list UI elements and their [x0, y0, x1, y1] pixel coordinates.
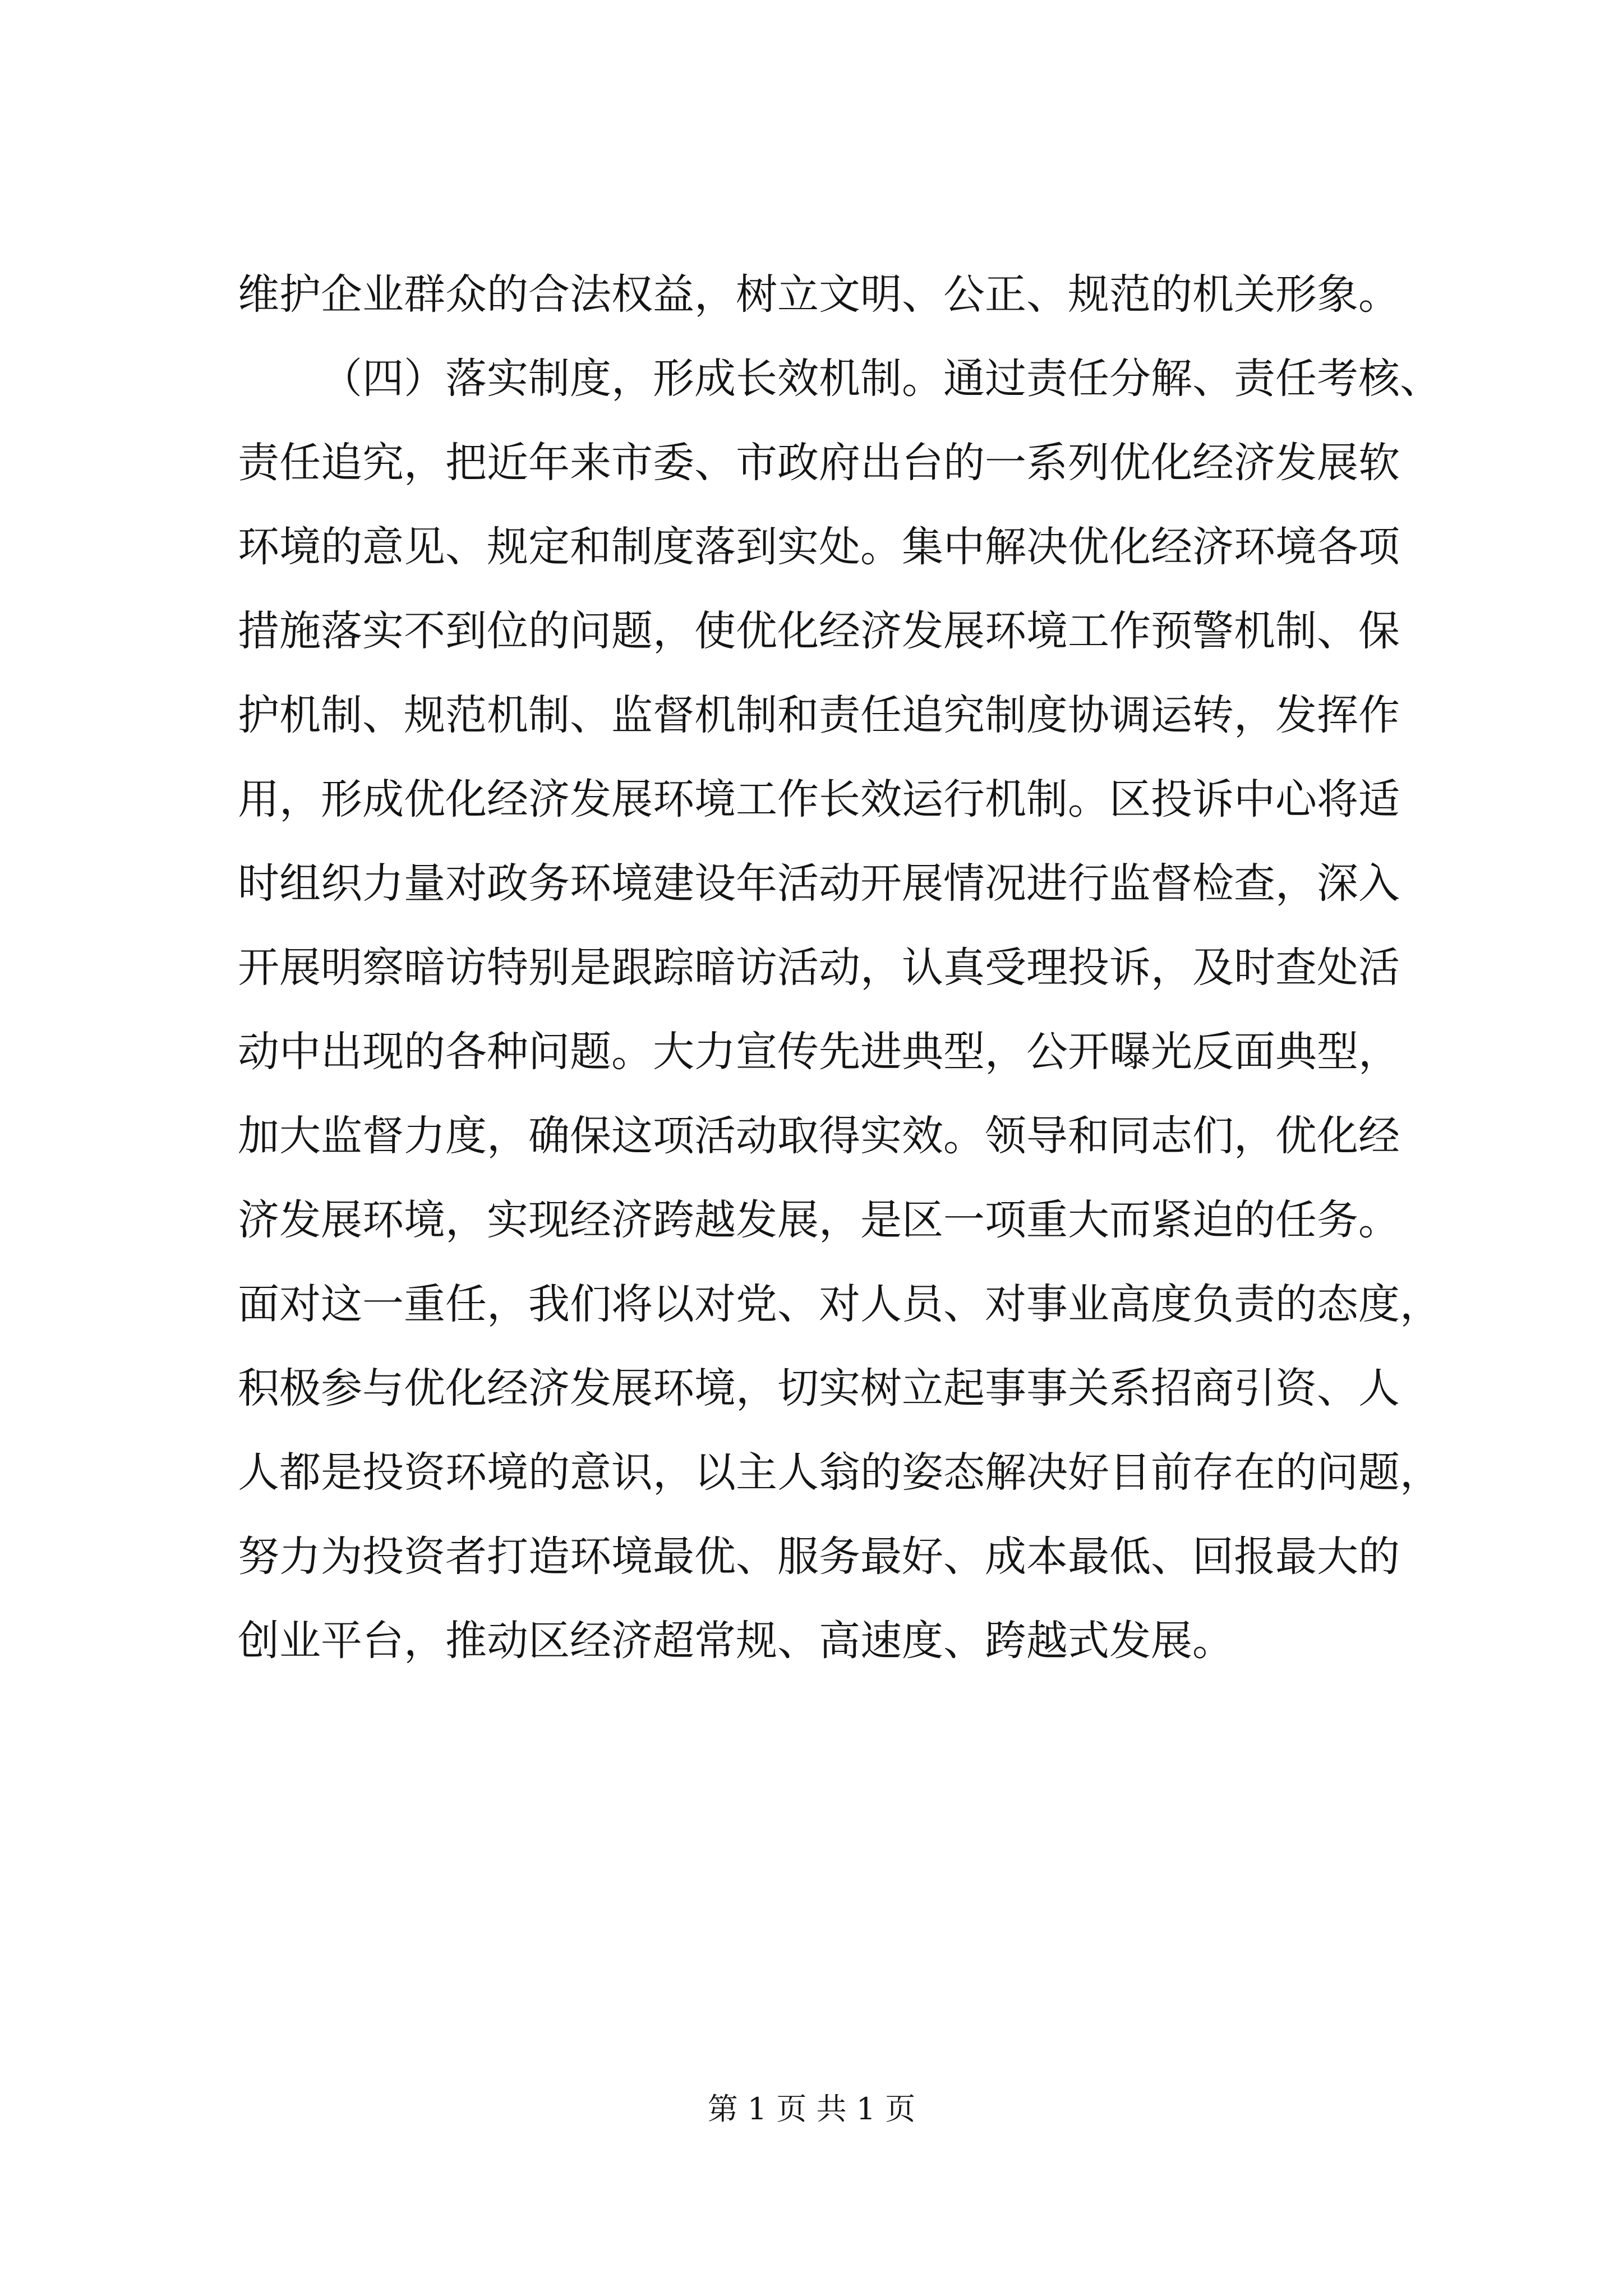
text-line: 用，形成优化经济发展环境工作长效运行机制。区投诉中心将适 [238, 775, 1400, 823]
text-line: 责任追究，把近年来市委、市政府出台的一系列优化经济发展软 [238, 439, 1400, 487]
text-line: 努力为投资者打造环境最优、服务最好、成本最低、回报最大的 [238, 1533, 1400, 1581]
text-line: 积极参与优化经济发展环境，切实树立起事事关系招商引资、人 [238, 1364, 1400, 1412]
text-line: 人都是投资环境的意识，以主人翁的姿态解决好目前存在的问题， [238, 1448, 1441, 1497]
page-number-footer: 第 1 页 共 1 页 [707, 2091, 916, 2127]
text-line: 开展明察暗访特别是跟踪暗访活动，认真受理投诉，及时查处活 [238, 944, 1400, 992]
text-line: 维护企业群众的合法权益，树立文明、公正、规范的机关形象。 [238, 270, 1400, 319]
text-line: 面对这一重任，我们将以对党、对人员、对事业高度负责的态度， [238, 1280, 1441, 1328]
text-line: 护机制、规范机制、监督机制和责任追究制度协调运转，发挥作 [238, 691, 1400, 739]
text-line: 济发展环境，实现经济跨越发展，是区一项重大而紧迫的任务。 [238, 1196, 1400, 1244]
text-line: 创业平台，推动区经济超常规、高速度、跨越式发展。 [238, 1617, 1234, 1665]
text-line: 环境的意见、规定和制度落到实处。集中解决优化经济环境各项 [238, 523, 1400, 571]
paragraph-heading-line: （四）落实制度，形成长效机制。通过责任分解、责任考核、 [321, 355, 1441, 403]
text-line: 加大监督力度，确保这项活动取得实效。领导和同志们，优化经 [238, 1112, 1400, 1160]
text-line: 时组织力量对政务环境建设年活动开展情况进行监督检查，深入 [238, 859, 1400, 908]
text-line: 措施落实不到位的问题，使优化经济发展环境工作预警机制、保 [238, 607, 1400, 655]
text-line: 动中出现的各种问题。大力宣传先进典型，公开曝光反面典型， [238, 1028, 1400, 1076]
